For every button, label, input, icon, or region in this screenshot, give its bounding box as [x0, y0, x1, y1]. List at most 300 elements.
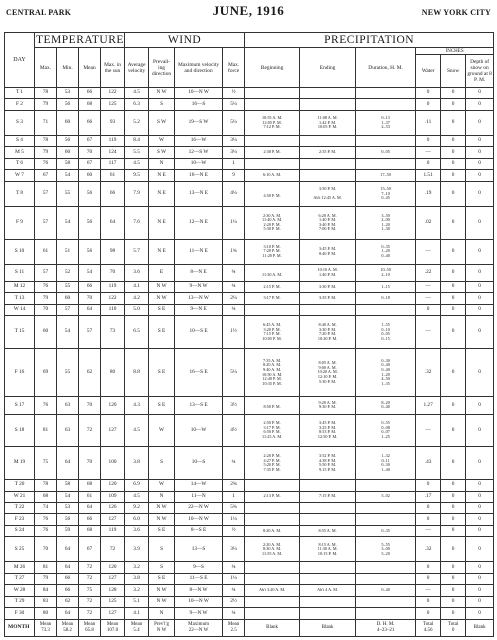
cell-snow: 0 — [441, 110, 466, 135]
table-row — [5, 397, 494, 414]
cell-snow: 0 — [441, 206, 466, 239]
cell-avg: 6.9 — [125, 480, 149, 491]
cell-maxv: 10—N W — [175, 88, 223, 99]
cell-avg: 9.2 — [125, 503, 149, 514]
cell-snow: 0 — [441, 316, 466, 349]
month-snow: Total 0 — [441, 620, 466, 637]
cell-avg: 3.2 — [125, 585, 149, 596]
cell-min: 55 — [57, 181, 79, 206]
month-mean: Mean 65.8 — [79, 620, 101, 637]
cell-water: 0 — [416, 158, 441, 169]
cell-prev: N W — [149, 514, 175, 525]
cell-dur — [356, 573, 416, 584]
col-mean: Mean — [79, 48, 101, 88]
cell-water: — — [416, 239, 441, 264]
col-avg-velocity: Average velocity — [125, 48, 149, 88]
cell-maxv: 19—S W — [175, 110, 223, 135]
cell-begin — [245, 158, 300, 169]
cell-min: 62 — [57, 596, 79, 607]
cell-min: 64 — [57, 562, 79, 573]
cell-begin: 2:15 P. M. — [245, 281, 300, 292]
temperature-header: TEMPERATURE — [36, 34, 124, 46]
cell-snow: 0 — [441, 158, 466, 169]
cell-maxv: 9—S — [175, 562, 223, 573]
cell-max: 80 — [35, 608, 57, 620]
cell-depth: 0 — [466, 264, 494, 281]
cell-day: M 19 — [5, 447, 35, 480]
cell-mean: 62 — [79, 349, 101, 397]
cell-prev: N W — [149, 585, 175, 596]
cell-begin: 2:30 A. M. 11:40 A. M. 2:20 P. M. 5:30 P. M. — [245, 206, 300, 239]
cell-min: 58 — [57, 158, 79, 169]
col-beginning: Beginning — [245, 48, 300, 88]
cell-avg: 5.2 — [125, 110, 149, 135]
cell-maxv: 12—S W — [175, 147, 223, 158]
table-row — [5, 447, 494, 480]
cell-mean: 56 — [79, 206, 101, 239]
cell-force: 4½ — [223, 414, 245, 447]
table-row — [5, 503, 494, 514]
cell-end: 3:50 P. M. Ab't 12:45 A. M. — [300, 181, 356, 206]
cell-depth: 0 — [466, 206, 494, 239]
cell-depth: 0 — [466, 293, 494, 304]
cell-avg: 7.9 — [125, 181, 149, 206]
cell-mean: 61 — [79, 491, 101, 502]
cell-dur — [356, 514, 416, 525]
col-min: Min. — [57, 48, 79, 88]
cell-max: 74 — [35, 503, 57, 514]
cell-maxv: 11—N E — [175, 239, 223, 264]
cell-end — [300, 158, 356, 169]
cell-end: 6:20 A. M. 1:40 P. M. 3:40 P. M. 7:00 P. M. — [300, 206, 356, 239]
cell-force: ¾ — [223, 562, 245, 573]
cell-avg: 7.6 — [125, 206, 149, 239]
cell-sun: 80 — [101, 349, 125, 397]
cell-mean: 66 — [79, 281, 101, 292]
cell-end: 8:15 A. M. 11:30 A. M. 10:15 P. M. — [300, 537, 356, 562]
cell-min: 60 — [57, 110, 79, 135]
cell-max: 68 — [35, 491, 57, 502]
cell-day: F 9 — [5, 206, 35, 239]
cell-max: 76 — [35, 525, 57, 536]
cell-prev: S W — [149, 147, 175, 158]
cell-dur — [356, 608, 416, 620]
table-row — [5, 585, 494, 596]
month-summary-row — [5, 620, 494, 637]
cell-snow: 0 — [441, 573, 466, 584]
table-row — [5, 514, 494, 525]
cell-depth: 0 — [466, 503, 494, 514]
cell-begin — [245, 514, 300, 525]
cell-snow: 0 — [441, 170, 466, 181]
cell-min: 63 — [57, 397, 79, 414]
cell-water: .32 — [416, 537, 441, 562]
cell-day: F 23 — [5, 514, 35, 525]
cell-min: 57 — [57, 304, 79, 315]
cell-dur — [356, 135, 416, 146]
cell-avg: 8.4 — [125, 135, 149, 146]
cell-min: 66 — [57, 573, 79, 584]
table-row — [5, 206, 494, 239]
cell-water: 1.51 — [416, 170, 441, 181]
cell-depth: 0 — [466, 447, 494, 480]
cell-sun: 119 — [101, 525, 125, 536]
cell-depth: 0 — [466, 135, 494, 146]
cell-water: — — [416, 585, 441, 596]
table-row — [5, 88, 494, 99]
cell-depth: 0 — [466, 316, 494, 349]
col-max-force: Max. force — [223, 48, 245, 88]
table-row — [5, 99, 494, 110]
cell-maxv: 16—W — [175, 135, 223, 146]
month-begin: Blank — [245, 620, 300, 637]
table-row — [5, 537, 494, 562]
cell-force: 2¾ — [223, 480, 245, 491]
cell-depth: 0 — [466, 480, 494, 491]
cell-sun: 100 — [101, 447, 125, 480]
cell-water: — — [416, 525, 441, 536]
cell-dur: 0–40 — [356, 585, 416, 596]
month-max: Mean 73.3 — [35, 620, 57, 637]
cell-end: 3:45 P. M. 3:25 P. M. 8:53 P. M. 12:50 P. M. — [300, 414, 356, 447]
cell-snow: 0 — [441, 281, 466, 292]
cell-begin — [245, 88, 300, 99]
cell-water: 0 — [416, 573, 441, 584]
cell-water: — — [416, 281, 441, 292]
cell-prev: N E — [149, 181, 175, 206]
table-row — [5, 304, 494, 315]
cell-day: T 29 — [5, 596, 35, 607]
cell-mean: 66 — [79, 88, 101, 99]
cell-begin — [245, 304, 300, 315]
cell-max: 81 — [35, 562, 57, 573]
cell-snow: 0 — [441, 349, 466, 397]
cell-day: T 15 — [5, 316, 35, 349]
cell-sun: 122 — [101, 293, 125, 304]
cell-day: S 25 — [5, 537, 35, 562]
cell-max: 84 — [35, 585, 57, 596]
cell-force: ½ — [223, 525, 245, 536]
cell-max: 78 — [35, 135, 57, 146]
cell-force: ¾ — [223, 585, 245, 596]
cell-mean: 68 — [79, 525, 101, 536]
cell-depth: 0 — [466, 239, 494, 264]
cell-maxv: 12—N E — [175, 206, 223, 239]
cell-maxv: 11—S E — [175, 573, 223, 584]
cell-maxv: 10—W — [175, 158, 223, 169]
cell-force: 3¼ — [223, 147, 245, 158]
cell-begin: 3:17 P. M. — [245, 293, 300, 304]
table-row — [5, 349, 494, 397]
cell-min: 54 — [57, 170, 79, 181]
cell-maxv: 10—S E — [175, 316, 223, 349]
col-ending: Ending — [300, 48, 356, 88]
cell-water: 0 — [416, 562, 441, 573]
cell-end: 3:30 P. M. — [300, 281, 356, 292]
day-header: DAY — [5, 33, 35, 88]
table-row — [5, 608, 494, 620]
cell-max: 83 — [35, 596, 57, 607]
cell-end — [300, 573, 356, 584]
cell-min: 54 — [57, 491, 79, 502]
cell-mean: 72 — [79, 414, 101, 447]
cell-day: T 1 — [5, 88, 35, 99]
cell-snow: 0 — [441, 293, 466, 304]
inches-header: INCHES — [416, 48, 494, 55]
cell-day: W 14 — [5, 304, 35, 315]
cell-mean: 64 — [79, 304, 101, 315]
col-snow: Snow — [441, 55, 466, 88]
cell-depth: 0 — [466, 562, 494, 573]
cell-force: ¾ — [223, 304, 245, 315]
cell-maxv: 13—N E — [175, 181, 223, 206]
cell-avg: 9.5 — [125, 170, 149, 181]
cell-water: .22 — [416, 264, 441, 281]
cell-min: 56 — [57, 135, 79, 146]
table-row — [5, 491, 494, 502]
cell-min: 59 — [57, 525, 79, 536]
cell-water: — — [416, 414, 441, 447]
cell-mean: 67 — [79, 135, 101, 146]
cell-max: 81 — [35, 414, 57, 447]
cell-water: — — [416, 316, 441, 349]
page-header — [6, 2, 491, 24]
cell-depth: 0 — [466, 397, 494, 414]
cell-begin: 6:45 A. M. 3:20 P. M. 7:15 P. M. 10:05 P. M. — [245, 316, 300, 349]
cell-max: 70 — [35, 537, 57, 562]
cell-sun: 120 — [101, 562, 125, 573]
cell-mean: 57 — [79, 316, 101, 349]
cell-prev: N E — [149, 206, 175, 239]
cell-end: 8:05 A. M. 9:00 A. M. 10:20 A. M. 12:10 P. M. 5:30 P. M. — [300, 349, 356, 397]
cell-sun: 93 — [101, 110, 125, 135]
cell-snow: 0 — [441, 562, 466, 573]
cell-prev: W — [149, 135, 175, 146]
cell-depth: 0 — [466, 304, 494, 315]
cell-end — [300, 514, 356, 525]
cell-begin — [245, 562, 300, 573]
cell-dur: 1–15 — [356, 281, 416, 292]
month-force: Mean 2.5 — [223, 620, 245, 637]
cell-end — [300, 503, 356, 514]
weather-table — [4, 32, 494, 637]
cell-depth: 0 — [466, 181, 494, 206]
cell-max: 75 — [35, 447, 57, 480]
cell-day: T 13 — [5, 293, 35, 304]
cell-snow: 0 — [441, 585, 466, 596]
month-water: Total 4.56 — [416, 620, 441, 637]
cell-avg: 4.5 — [125, 491, 149, 502]
cell-depth: 0 — [466, 170, 494, 181]
cell-sun: 120 — [101, 397, 125, 414]
cell-sun: 119 — [101, 135, 125, 146]
cell-end — [300, 135, 356, 146]
cell-prev: N W — [149, 596, 175, 607]
cell-water: 0 — [416, 480, 441, 491]
cell-depth: 0 — [466, 525, 494, 536]
cell-avg: 5.5 — [125, 147, 149, 158]
cell-max: 57 — [35, 264, 57, 281]
cell-min: 54 — [57, 316, 79, 349]
table-row — [5, 135, 494, 146]
cell-force: 5¼ — [223, 99, 245, 110]
cell-min: 54 — [57, 206, 79, 239]
cell-end: 3:45 P. M. 8:40 P. M. — [300, 239, 356, 264]
cell-end: 8:55 A. M. — [300, 525, 356, 536]
cell-mean: 70 — [79, 293, 101, 304]
month-dur: D. H. M. 4–23–21 — [356, 620, 416, 637]
cell-day: S 10 — [5, 239, 35, 264]
cell-day: T 27 — [5, 573, 35, 584]
cell-min: 66 — [57, 585, 79, 596]
cell-begin: 8:50 P. M. — [245, 397, 300, 414]
cell-depth: 0 — [466, 537, 494, 562]
month-sun: Mean 107.0 — [101, 620, 125, 637]
cell-begin — [245, 503, 300, 514]
cell-prev: N E — [149, 239, 175, 264]
cell-dur — [356, 480, 416, 491]
cell-dur: 0–55 0–08 0–07 1–25 — [356, 414, 416, 447]
cell-dur: 5–55 3–00 5–20 — [356, 537, 416, 562]
cell-force: 4¼ — [223, 181, 245, 206]
cell-sun: 127 — [101, 608, 125, 620]
cell-depth: 0 — [466, 88, 494, 99]
cell-avg: 5.1 — [125, 596, 149, 607]
cell-maxv: 8—N W — [175, 585, 223, 596]
cell-max: 57 — [35, 181, 57, 206]
cell-sun: 73 — [101, 316, 125, 349]
cell-end — [300, 596, 356, 607]
cell-min: 53 — [57, 88, 79, 99]
cell-begin: 2:50 P. M. 3:17 P. M. 6:50 P. M. 11:25 A. M. — [245, 414, 300, 447]
cell-maxv: 10—N W — [175, 596, 223, 607]
cell-snow: 0 — [441, 503, 466, 514]
cell-min: 51 — [57, 239, 79, 264]
cell-water: .19 — [416, 181, 441, 206]
page-title: JUNE, 1916 — [212, 3, 285, 18]
cell-avg: 3.6 — [125, 264, 149, 281]
cell-maxv: 16—N E — [175, 170, 223, 181]
cell-max: 76 — [35, 158, 57, 169]
cell-end — [300, 562, 356, 573]
cell-prev: E — [149, 264, 175, 281]
cell-prev: S — [149, 99, 175, 110]
col-water: Water — [416, 55, 441, 88]
cell-end — [300, 480, 356, 491]
cell-snow: 0 — [441, 525, 466, 536]
cell-water: .32 — [416, 349, 441, 397]
cell-max: 67 — [35, 170, 57, 181]
cell-force: 1¼ — [223, 206, 245, 239]
cell-snow: 0 — [441, 414, 466, 447]
cell-water: .02 — [416, 206, 441, 239]
cell-depth: 0 — [466, 281, 494, 292]
month-min: Mean 58.2 — [57, 620, 79, 637]
cell-snow: 0 — [441, 596, 466, 607]
cell-maxv: 10—N W — [175, 514, 223, 525]
cell-maxv: 9—N E — [175, 304, 223, 315]
cell-end — [300, 99, 356, 110]
cell-prev: S — [149, 562, 175, 573]
cell-avg: 4.1 — [125, 281, 149, 292]
cell-force: 1 — [223, 158, 245, 169]
wind-header: WIND — [125, 33, 245, 48]
cell-begin — [245, 480, 300, 491]
cell-sun: 127 — [101, 414, 125, 447]
cell-sun: 117 — [101, 158, 125, 169]
cell-maxv: 16—S — [175, 99, 223, 110]
col-sun: Max. in the sun — [101, 48, 125, 88]
cell-snow: 0 — [441, 99, 466, 110]
table-row — [5, 596, 494, 607]
cell-dur: 15–50 7–10 0–45 — [356, 181, 416, 206]
cell-dur: 17–50 — [356, 170, 416, 181]
cell-dur: 3–50 2–00 1–20 1–30 — [356, 206, 416, 239]
table-row — [5, 110, 494, 135]
cell-snow: 0 — [441, 147, 466, 158]
cell-depth: 0 — [466, 585, 494, 596]
cell-prev: S E — [149, 525, 175, 536]
cell-snow: 0 — [441, 537, 466, 562]
table-body — [5, 88, 494, 637]
cell-sun: 120 — [101, 480, 125, 491]
cell-begin: 10:55 A. M. 12:05 P. M. 7:12 P. M. — [245, 110, 300, 135]
cell-prev: N W — [149, 503, 175, 514]
cell-day: M 12 — [5, 281, 35, 292]
cell-min: 58 — [57, 480, 79, 491]
cell-water: 0 — [416, 514, 441, 525]
cell-begin: 2:20 P. M. 4:27 P. M. 5:20 P. M. 7:35 P. M. — [245, 447, 300, 480]
cell-depth: 0 — [466, 514, 494, 525]
cell-avg: 4.5 — [125, 88, 149, 99]
cell-end: 2:35 P. M. — [300, 147, 356, 158]
cell-sun: 126 — [101, 503, 125, 514]
cell-water: 0 — [416, 99, 441, 110]
cell-maxv: 16—S E — [175, 349, 223, 397]
cell-day: W 21 — [5, 491, 35, 502]
cell-min: 56 — [57, 514, 79, 525]
cell-sun: 64 — [101, 206, 125, 239]
cell-begin: 3:10 P. M. 7:20 P. M. 11:20 P. M. — [245, 239, 300, 264]
col-prevailing: Prevail-ing direction — [149, 48, 175, 88]
col-max: Max. — [35, 48, 57, 88]
cell-water: 0 — [416, 608, 441, 620]
cell-avg: 6.0 — [125, 514, 149, 525]
cell-depth: 0 — [466, 110, 494, 135]
cell-water: — — [416, 147, 441, 158]
table-row — [5, 281, 494, 292]
cell-maxv: 22—N W — [175, 503, 223, 514]
cell-water: .43 — [416, 447, 441, 480]
cell-dur: 1–32 0–11 0–30 1–40 — [356, 447, 416, 480]
cell-snow: 0 — [441, 491, 466, 502]
cell-water: .17 — [416, 491, 441, 502]
cell-water: 0 — [416, 88, 441, 99]
cell-force: 2¼ — [223, 293, 245, 304]
cell-day: W 7 — [5, 170, 35, 181]
cell-dur: 0–35 1–20 0–40 — [356, 239, 416, 264]
cell-avg: 6.3 — [125, 99, 149, 110]
cell-force: ¾ — [223, 608, 245, 620]
cell-snow: 0 — [441, 514, 466, 525]
cell-day: T 8 — [5, 181, 35, 206]
table-row — [5, 170, 494, 181]
cell-prev: N W — [149, 293, 175, 304]
col-duration: Duration, H. M. — [356, 48, 416, 88]
cell-end: 3:52 P. M. 4:38 P. M. 5:50 P. M. 9:15 P. M. — [300, 447, 356, 480]
cell-depth: 0 — [466, 573, 494, 584]
cell-sun: 98 — [101, 239, 125, 264]
